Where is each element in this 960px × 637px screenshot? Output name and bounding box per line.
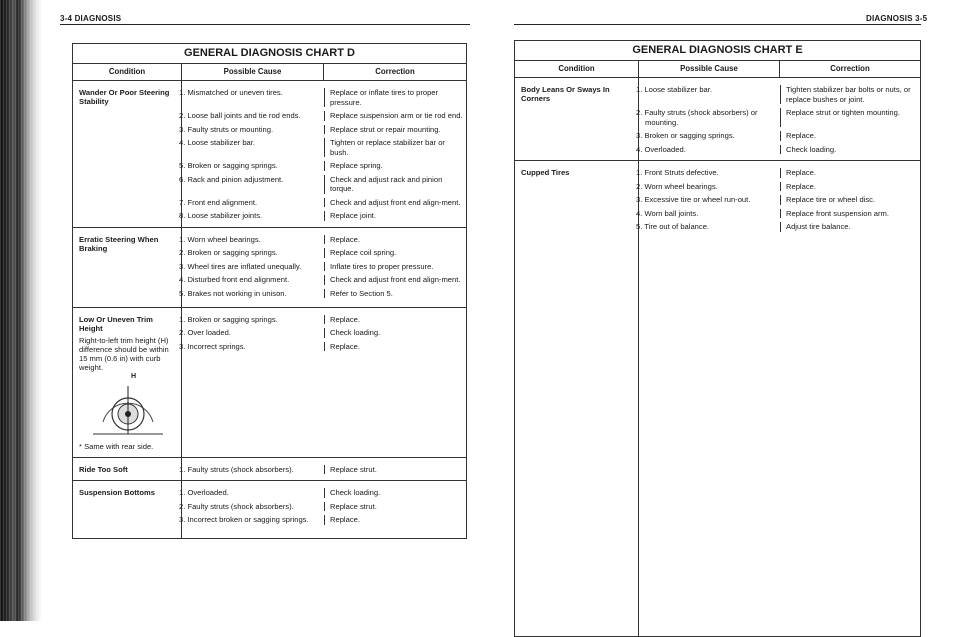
cause-correction-item xyxy=(179,501,466,512)
diagnosis-chart-d xyxy=(72,43,467,539)
possible-cause: 3. Wheel tires are inflated unequally. xyxy=(179,261,302,271)
possible-cause: 3. Excessive tire or wheel run-out. xyxy=(636,195,751,204)
condition-cell xyxy=(73,481,181,538)
possible-cause: 2. Faulty struts (shock absorbers). xyxy=(179,501,294,511)
correction: Check loading. xyxy=(324,328,466,338)
cause-correction-item xyxy=(179,488,466,498)
table-row xyxy=(73,458,466,482)
correction: Replace. xyxy=(324,342,466,352)
correction: Replace strut. xyxy=(324,502,466,512)
condition-column-header: Condition xyxy=(558,64,595,73)
cause-correction-item xyxy=(636,85,920,104)
possible-cause: 8. Loose stabilizer joints. xyxy=(179,211,263,220)
possible-cause: 5. Tire out of balance. xyxy=(636,222,710,231)
correction: Replace front suspension arm. xyxy=(780,209,920,219)
possible-cause: 4. Overloaded. xyxy=(636,144,686,154)
cause-correction-list xyxy=(181,308,466,457)
possible-cause: 1. Faulty struts (shock absorbers). xyxy=(179,464,294,474)
possible-cause: 3. Faulty struts or mounting. xyxy=(179,124,274,134)
cause-correction-item xyxy=(636,168,920,178)
condition-footnote: * Same with rear side. xyxy=(79,441,154,451)
cause-correction-item xyxy=(636,108,920,127)
correction: Replace. xyxy=(780,168,920,178)
cause-correction-item xyxy=(179,111,466,121)
possible-cause: 1. Mismatched or uneven tires. xyxy=(179,88,283,97)
condition-column-header: Condition xyxy=(108,67,146,76)
cause-correction-item xyxy=(179,515,466,525)
cause-correction-item xyxy=(179,197,466,208)
table-row xyxy=(515,78,920,161)
possible-cause: 1. Broken or sagging springs. xyxy=(179,314,278,324)
cause-correction-list xyxy=(181,81,466,227)
cause-correction-list xyxy=(181,458,466,481)
correction: Check and adjust front end align-ment. xyxy=(324,198,466,208)
possible-cause: 3. Incorrect broken or sagging springs. xyxy=(179,515,309,524)
possible-cause: 3. Broken or sagging springs. xyxy=(636,131,735,140)
correction: Tighten stabilizer bar bolts or nuts, or replace bushes or joint. xyxy=(780,85,920,104)
correction: Replace. xyxy=(324,515,466,525)
correction: Inflate tires to proper pressure. xyxy=(324,262,466,272)
possible-cause: 2. Worn wheel bearings. xyxy=(636,181,718,191)
cause-correction-item xyxy=(179,234,466,245)
correction-column-header: Correction xyxy=(323,64,466,80)
book-binding-edge xyxy=(0,0,42,621)
table-row xyxy=(73,481,466,538)
condition-label: Erratic Steering When Braking xyxy=(79,234,159,253)
cause-correction-item xyxy=(179,341,466,352)
trim-height-wheel-figure xyxy=(93,372,163,438)
condition-label: Ride Too Soft xyxy=(79,464,128,474)
condition-cell xyxy=(515,78,638,160)
condition-label: Low Or Uneven Trim Height xyxy=(79,314,153,333)
correction: Replace strut. xyxy=(324,465,466,475)
table-row xyxy=(73,81,466,228)
correction: Replace suspension arm or tie rod end. xyxy=(324,111,466,121)
correction: Replace strut or repair mounting. xyxy=(324,125,466,135)
condition-cell xyxy=(73,228,181,307)
cause-correction-list xyxy=(638,78,920,160)
possible-cause: 2. Loose ball joints and tie rod ends. xyxy=(179,111,301,120)
chart-title: GENERAL DIAGNOSIS CHART D xyxy=(73,44,466,64)
correction: Replace coil spring. xyxy=(324,248,466,258)
condition-cell xyxy=(73,308,181,457)
condition-label: Wander Or Poor Steering Stability xyxy=(79,88,170,106)
cause-correction-item xyxy=(636,195,920,205)
cause-correction-list xyxy=(638,161,920,636)
correction: Replace. xyxy=(780,131,920,141)
possible-cause: 1. Overloaded. xyxy=(179,488,229,497)
possible-cause: 2. Over loaded. xyxy=(179,328,231,337)
possible-cause: 1. Front Struts defective. xyxy=(636,168,719,177)
cause-correction-item xyxy=(179,124,466,135)
condition-label: Suspension Bottoms xyxy=(79,488,155,497)
correction: Check loading. xyxy=(324,488,466,498)
possible-cause: 3. Incorrect springs. xyxy=(179,341,246,351)
cause-correction-item xyxy=(179,314,466,325)
condition-cell xyxy=(73,81,181,227)
correction: Check loading. xyxy=(780,145,920,155)
correction: Tighten or replace stabilizer bar or bush. xyxy=(324,138,466,157)
condition-label: Cupped Tires xyxy=(521,168,570,177)
possible-cause-column-header: Possible Cause xyxy=(181,64,323,80)
condition-cell xyxy=(515,161,638,636)
cause-correction-item xyxy=(179,88,466,107)
correction: Replace spring. xyxy=(324,161,466,171)
correction: Replace strut or tighten mounting. xyxy=(780,108,920,127)
figure-label-h: H xyxy=(131,372,137,380)
correction-column-header: Correction xyxy=(779,61,920,77)
left-running-head: 3-4 DIAGNOSIS xyxy=(60,14,122,23)
correction: Replace. xyxy=(324,235,466,245)
cause-correction-item xyxy=(179,275,466,285)
cause-correction-item xyxy=(179,328,466,338)
table-row xyxy=(515,161,920,636)
correction: Refer to Section 5. xyxy=(324,289,466,299)
cause-correction-item xyxy=(179,211,466,221)
table-row xyxy=(73,228,466,308)
condition-note: Right-to-left trim height (H) difference should be within 15 mm (0.6 in) with curb weight. xyxy=(79,335,169,372)
correction: Replace or inflate tires to proper pressure. xyxy=(324,88,466,107)
table-row xyxy=(73,308,466,458)
cause-correction-item xyxy=(636,181,920,192)
cause-correction-item xyxy=(179,248,466,258)
possible-cause: 5. Brakes not working in unison. xyxy=(179,288,287,298)
correction: Adjust tire balance. xyxy=(780,222,920,232)
cause-correction-item xyxy=(636,222,920,232)
correction: Check and adjust front end align-ment. xyxy=(324,275,466,285)
right-running-head: DIAGNOSIS 3-5 xyxy=(866,14,928,23)
possible-cause: 2. Broken or sagging springs. xyxy=(179,248,278,257)
possible-cause: 6. Rack and pinion adjustment. xyxy=(179,174,284,184)
possible-cause: 5. Broken or sagging springs. xyxy=(179,161,278,170)
diagnosis-chart-e xyxy=(514,40,921,637)
possible-cause: 7. Front end alignment. xyxy=(179,197,258,207)
correction: Check and adjust rack and pinion torque. xyxy=(324,175,466,194)
cause-correction-item xyxy=(179,464,466,475)
possible-cause-column-header: Possible Cause xyxy=(638,61,779,77)
condition-label: Body Leans Or Sways In Corners xyxy=(521,85,610,103)
cause-correction-item xyxy=(179,174,466,194)
correction: Replace joint. xyxy=(324,211,466,221)
possible-cause: 4. Worn ball joints. xyxy=(636,208,699,218)
chart-header-row xyxy=(515,61,920,78)
cause-correction-item xyxy=(179,288,466,299)
chart-header-row xyxy=(73,64,466,81)
cause-correction-list xyxy=(181,228,466,307)
possible-cause: 1. Loose stabilizer bar. xyxy=(636,85,712,94)
possible-cause: 4. Loose stabilizer bar. xyxy=(179,138,255,147)
cause-correction-item xyxy=(636,131,920,141)
chart-title: GENERAL DIAGNOSIS CHART E xyxy=(515,41,920,61)
cause-correction-list xyxy=(181,481,466,538)
right-head-rule xyxy=(514,24,921,25)
correction: Replace. xyxy=(780,182,920,192)
cause-correction-item xyxy=(179,261,466,272)
possible-cause: 1. Worn wheel bearings. xyxy=(179,234,261,244)
cause-correction-item xyxy=(179,161,466,171)
cause-correction-item xyxy=(636,208,920,219)
cause-correction-item xyxy=(636,144,920,155)
correction: Replace. xyxy=(324,315,466,325)
possible-cause: 2. Faulty struts (shock absorbers) or mounting. xyxy=(636,108,758,127)
condition-cell xyxy=(73,458,181,481)
cause-correction-item xyxy=(179,138,466,157)
left-head-rule xyxy=(60,24,470,25)
correction: Replace tire or wheel disc. xyxy=(780,195,920,205)
possible-cause: 4. Disturbed front end alignment. xyxy=(179,275,290,284)
